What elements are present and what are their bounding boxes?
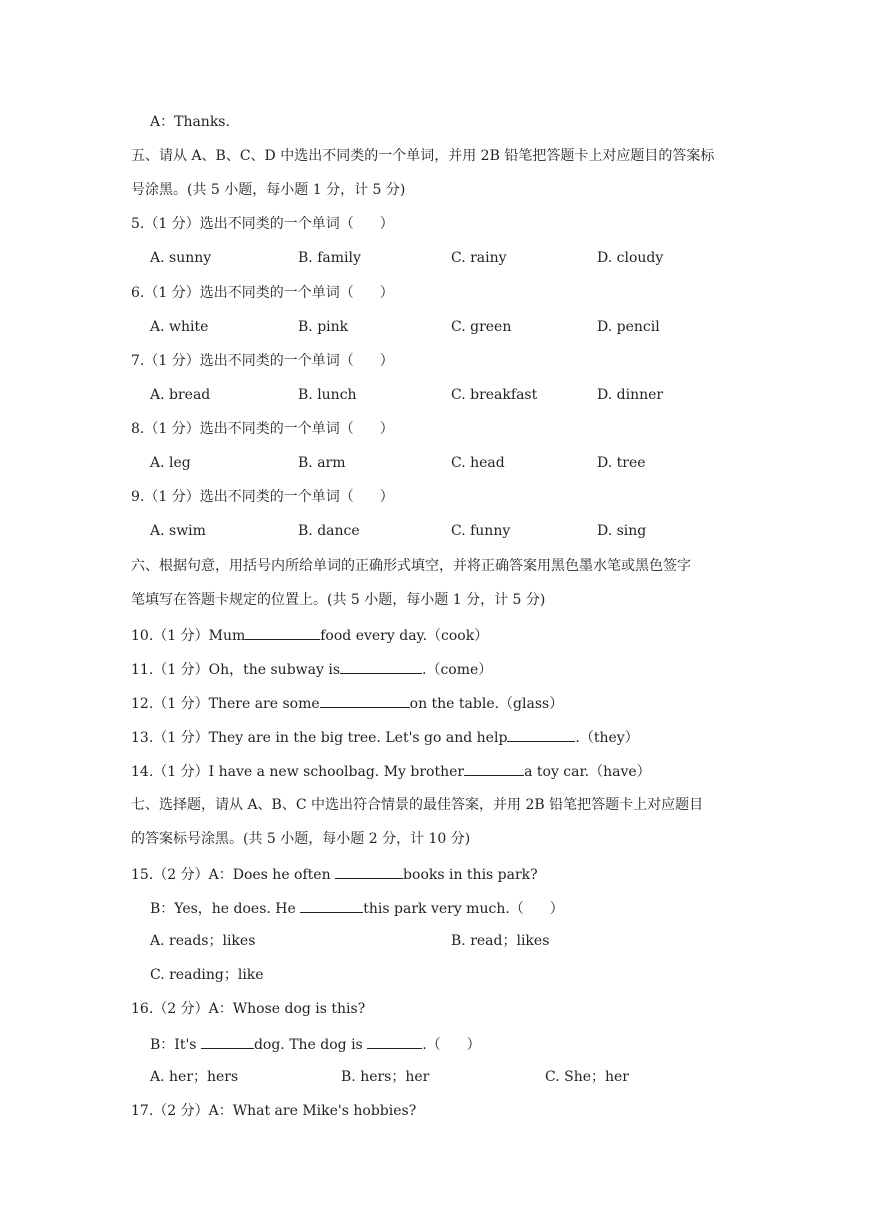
q5-option-a[interactable]: A. sunny — [150, 250, 212, 266]
section5-instruction-line2: 号涂黑。(共 5 小题，每小题 1 分，计 5 分) — [131, 182, 406, 198]
q6-option-a[interactable]: A. white — [150, 319, 209, 335]
q16-b-before: B：It's — [150, 1037, 201, 1053]
q8-option-b[interactable]: B. arm — [298, 455, 346, 471]
question-10 — [131, 624, 488, 646]
question-15-line-b — [150, 897, 564, 919]
q16-blank-1[interactable] — [201, 1033, 254, 1049]
section6-instruction-line2: 笔填写在答题卡规定的位置上。(共 5 小题，每小题 1 分，计 5 分) — [131, 592, 546, 608]
stem-text: 9.（1 分）选出不同类的一个单词（ — [131, 489, 354, 505]
question-8-stem — [131, 419, 394, 439]
question-16-line-a: 16.（2 分）A：Whose dog is this? — [131, 1001, 366, 1017]
section6-instruction-line1: 六、根据句意，用括号内所给单词的正确形式填空，并将正确答案用黑色墨水笔或黑色签字 — [131, 558, 691, 574]
close-paren: ） — [379, 285, 394, 301]
question-9-stem — [131, 487, 394, 507]
q6-option-c[interactable]: C. green — [451, 319, 512, 335]
q15-option-b[interactable]: B. read；likes — [451, 933, 550, 949]
stem-text: 5.（1 分）选出不同类的一个单词（ — [131, 216, 354, 232]
q5-option-d[interactable]: D. cloudy — [597, 250, 664, 266]
q15-b-after: this park very much.（ — [363, 901, 524, 917]
q9-option-d[interactable]: D. sing — [597, 523, 647, 539]
question-13 — [131, 726, 639, 748]
q7-option-b[interactable]: B. lunch — [298, 387, 357, 403]
q12-after: on the table.（glass） — [409, 696, 564, 712]
question-6-stem — [131, 283, 394, 303]
q12-blank[interactable] — [320, 692, 410, 708]
close-paren: ） — [379, 489, 394, 505]
q16-option-c[interactable]: C. She；her — [545, 1069, 629, 1085]
q9-option-a[interactable]: A. swim — [150, 523, 206, 539]
section7-instruction-line1: 七、选择题，请从 A、B、C 中选出符合情景的最佳答案，并用 2B 铅笔把答题卡上对应题目 — [131, 797, 704, 813]
q16-blank-2[interactable] — [367, 1033, 422, 1049]
question-11 — [131, 658, 492, 680]
q7-option-d[interactable]: D. dinner — [597, 387, 664, 403]
question-5-stem — [131, 214, 394, 234]
q6-option-b[interactable]: B. pink — [298, 319, 349, 335]
question-17-line-a: 17.（2 分）A：What are Mike's hobbies? — [131, 1103, 417, 1119]
close-paren: ） — [379, 353, 394, 369]
q12-before: 12.（1 分）There are some — [131, 696, 320, 712]
q9-option-c[interactable]: C. funny — [451, 523, 511, 539]
stem-text: 6.（1 分）选出不同类的一个单词（ — [131, 285, 354, 301]
q10-before: 10.（1 分）Mum — [131, 628, 246, 644]
q14-blank[interactable] — [464, 760, 524, 776]
q11-before: 11.（1 分）Oh，the subway is — [131, 662, 341, 678]
question-16-line-b — [150, 1033, 481, 1055]
question-14 — [131, 760, 651, 782]
q6-option-d[interactable]: D. pencil — [597, 319, 660, 335]
q13-before: 13.（1 分）They are in the big tree. Let's go and help — [131, 730, 508, 746]
question-12 — [131, 692, 563, 714]
q10-blank[interactable] — [245, 624, 320, 640]
q13-after: .（they） — [575, 730, 639, 746]
q7-option-c[interactable]: C. breakfast — [451, 387, 538, 403]
q15-a-after: books in this park? — [403, 867, 538, 883]
question-7-stem — [131, 351, 394, 371]
close-paren: ） — [379, 216, 394, 232]
q15-option-a[interactable]: A. reads；likes — [150, 933, 256, 949]
q15-blank-2[interactable] — [300, 897, 363, 913]
q7-option-a[interactable]: A. bread — [150, 387, 211, 403]
q15-b-before: B：Yes，he does. He — [150, 901, 301, 917]
stem-text: 7.（1 分）选出不同类的一个单词（ — [131, 353, 354, 369]
q13-blank[interactable] — [507, 726, 575, 742]
q16-b-mid: dog. The dog is — [253, 1037, 368, 1053]
q10-after: food every day.（cook） — [320, 628, 489, 644]
question-15-line-a — [131, 863, 538, 885]
q11-after: .（come） — [422, 662, 493, 678]
q8-option-d[interactable]: D. tree — [597, 455, 646, 471]
close-paren: ） — [549, 901, 564, 917]
section7-instruction-line2: 的答案标号涂黑。(共 5 小题，每小题 2 分，计 10 分) — [131, 831, 471, 847]
q11-blank[interactable] — [340, 658, 422, 674]
stem-text: 8.（1 分）选出不同类的一个单词（ — [131, 421, 354, 437]
q14-after: a toy car.（have） — [524, 764, 651, 780]
q14-before: 14.（1 分）I have a new schoolbag. My brother — [131, 764, 465, 780]
q4-answer-line: A：Thanks. — [150, 114, 230, 130]
q8-option-c[interactable]: C. head — [451, 455, 505, 471]
q15-option-c[interactable]: C. reading；like — [150, 967, 264, 983]
q5-option-b[interactable]: B. family — [298, 250, 361, 266]
close-paren: ） — [379, 421, 394, 437]
q5-option-c[interactable]: C. rainy — [451, 250, 507, 266]
q9-option-b[interactable]: B. dance — [298, 523, 360, 539]
section5-instruction-line1: 五、请从 A、B、C、D 中选出不同类的一个单词，并用 2B 铅笔把答题卡上对应题目的答案标 — [131, 148, 715, 164]
q15-a-before: 15.（2 分）A：Does he often — [131, 867, 336, 883]
q16-option-a[interactable]: A. her；hers — [150, 1069, 239, 1085]
q16-option-b[interactable]: B. hers；her — [341, 1069, 430, 1085]
q16-b-after: .（ — [422, 1037, 441, 1053]
q15-blank-1[interactable] — [335, 863, 403, 879]
q8-option-a[interactable]: A. leg — [150, 455, 191, 471]
close-paren: ） — [466, 1037, 481, 1053]
